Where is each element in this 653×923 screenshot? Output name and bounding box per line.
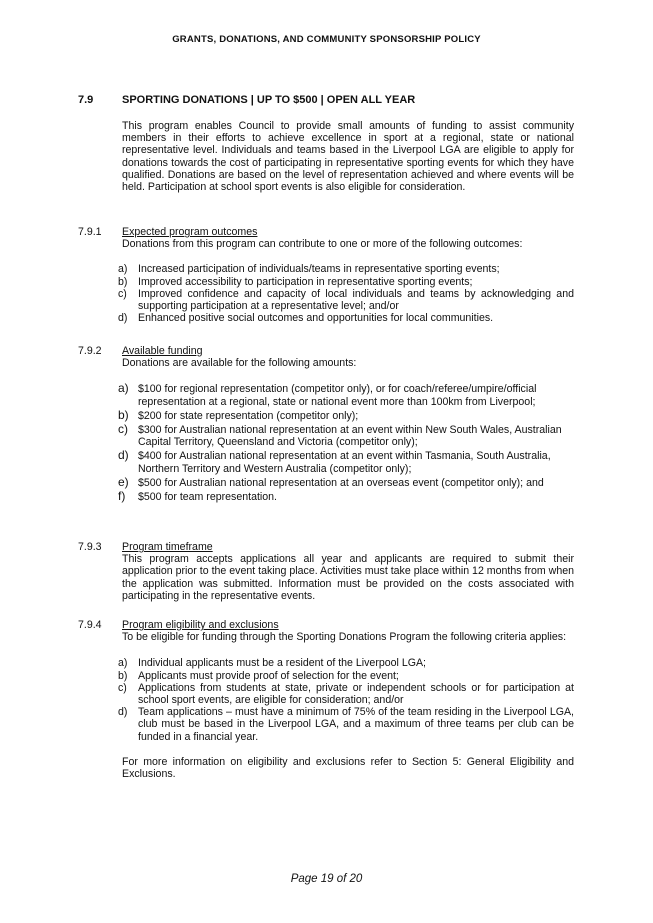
subsection-2-title: Available funding xyxy=(122,345,203,357)
page-header: GRANTS, DONATIONS, AND COMMUNITY SPONSORSHIP POLICY xyxy=(172,34,481,45)
list-item: e) $500 for Australian national representation at an overseas event (competitor only); and xyxy=(118,474,544,489)
list-item: c) Improved confidence and capacity of local individuals and teams by acknowledging and supporting participation at a representative level; and/or xyxy=(118,287,574,313)
list-item: a) Increased participation of individuals/teams in representative sporting events; xyxy=(118,263,500,276)
subsection-number-2: 7.9.2 xyxy=(78,345,102,357)
eligibility-list xyxy=(118,657,574,743)
subsection-2-lead: Donations are available for the following amounts: xyxy=(122,357,357,370)
subsection-number-1: 7.9.1 xyxy=(78,226,102,238)
subsection-2 xyxy=(118,345,574,504)
subsection-number-4: 7.9.4 xyxy=(78,619,102,631)
section-title xyxy=(78,94,415,106)
section-intro: This program enables Council to provide small amounts of funding to assist community members in their efforts to achieve excellence in sport at a regional, state or national representative level. Individuals and teams based in the Liverpool LGA are eligible to apply for donations towards the cost of participating in representative sporting events for which they have qualified. Donations are based on the level of representation achieved and where events will be held. Participation at school sport events is also eligible for consideration. xyxy=(122,120,574,194)
list-item: a) $100 for regional representation (competitor only), or for coach/referee/umpire/official representation at a regional, state or national event more than 100km from Liverpool; xyxy=(118,381,537,408)
page-number: Page 19 of 20 xyxy=(290,873,363,885)
list-item: f) $500 for team representation. xyxy=(118,489,277,504)
subsection-1 xyxy=(118,226,574,325)
subsection-4-lead: To be eligible for funding through the Sporting Donations Program the following criteria applies: xyxy=(122,631,567,644)
subsection-4-closing: For more information on eligibility and exclusions refer to Section 5: General Eligibility and Exclusions. xyxy=(122,755,574,781)
list-item: b) Improved accessibility to participation in representative sporting events; xyxy=(118,275,473,288)
subsection-3-text: This program accepts applications all year and applicants are required to submit their application prior to the event taking place. Activities must take place within 12 months from when the application was submitted. Information must be provided on the costs associated with participating in the representative events. xyxy=(122,553,574,602)
subsection-1-title: Expected program outcomes xyxy=(122,226,258,238)
list-item: b) Applicants must provide proof of selection for the event; xyxy=(118,669,399,682)
subsection-3-title: Program timeframe xyxy=(122,541,213,553)
subsection-1-lead: Donations from this program can contribute to one or more of the following outcomes: xyxy=(122,238,523,251)
subsection-3 xyxy=(122,541,574,602)
section-heading: SPORTING DONATIONS | UP TO $500 | OPEN ALL YEAR xyxy=(122,94,416,106)
subsection-4 xyxy=(118,619,574,781)
list-item: b) $200 for state representation (competitor only); xyxy=(118,407,359,422)
list-item: d) Team applications – must have a minimum of 75% of the team residing in the Liverpool LGA, club must be based in the Liverpool LGA, and a maximum of three teams per club can be funded in a financial year. xyxy=(118,706,574,743)
outcomes-list xyxy=(118,263,574,325)
subsection-4-title: Program eligibility and exclusions xyxy=(122,619,279,631)
list-item: c) Applications from students at state, private or independent schools or for participation at school sport events, are eligible for consideration; and/or xyxy=(118,681,574,707)
list-item: a) Individual applicants must be a resident of the Liverpool LGA; xyxy=(118,657,426,670)
list-item: c) $300 for Australian national representation at an event within New South Wales, Australian Capital Territory, Queensland and Victoria (competitor only); xyxy=(118,422,562,449)
subsection-number-3: 7.9.3 xyxy=(78,541,102,553)
list-item: d) Enhanced positive social outcomes and opportunities for local communities. xyxy=(118,312,494,325)
section-number: 7.9 xyxy=(78,94,94,106)
funding-list xyxy=(118,381,574,504)
list-item: d) $400 for Australian national representation at an event within Tasmania, South Australia, Northern Territory and Western Australia (competitor only); xyxy=(118,448,551,475)
